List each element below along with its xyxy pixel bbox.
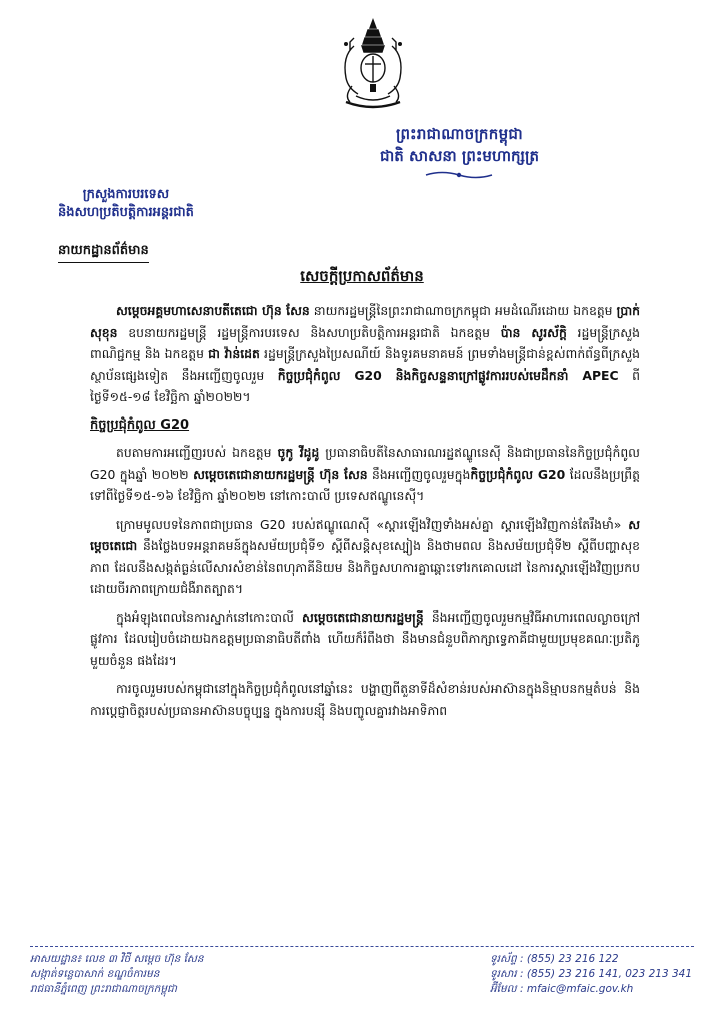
bold-text: ប្រាក់ សុខុន <box>90 303 640 340</box>
kingdom-heading <box>380 124 539 180</box>
address-line-2: សង្កាត់ទន្លេបាសាក់ ខណ្ឌចំការមន <box>30 968 160 980</box>
footer-divider <box>30 946 694 947</box>
bold-text: ចូកូ វីដូដូ <box>277 445 320 460</box>
bold-text: កិច្ចប្រជុំកំពូល G20 <box>470 466 566 482</box>
paragraph-2 <box>90 442 640 507</box>
address-line-1: អាសយដ្ឋាន៖ លេខ ៣ វិថី សម្តេច ហ៊ុន សែន <box>30 953 204 965</box>
bold-text: ជា វ៉ាន់ដេត <box>208 346 260 361</box>
royal-coat-of-arms-emblem <box>332 16 414 116</box>
department-name: នាយកដ្ឋានព័ត៌មាន <box>58 242 149 263</box>
kingdom-name: ព្រះរាជាណាចក្រកម្ពុជា <box>395 125 523 143</box>
text: ប្រធានាធិបតីនៃសាធារណរដ្ឋឥណ្ឌូនេស៊ី និងជាប្រធាននៃកិច្ចប្រជុំកំពូល G20 ក្នុងឆ្នាំ ២០២២ <box>90 445 640 482</box>
press-release-body <box>90 300 640 728</box>
text: រដ្ឋមន្ត្រីក្រសួងពាណិជ្ជកម្ម និង ឯកឧត្តម <box>90 324 640 361</box>
bold-text: ប៉ាន សូរស័ក្តិ <box>500 324 567 340</box>
address-line-3: រាជធានីភ្នំពេញ ព្រះរាជាណាចក្រកម្ពុជា <box>30 983 177 995</box>
ornament-divider-icon <box>424 170 494 180</box>
bold-text: សម្តេចតេជោនាយករដ្ឋមន្ត្រី ហ៊ុន សែន <box>193 466 368 482</box>
paragraph-5 <box>90 678 640 721</box>
footer-contact <box>490 952 692 997</box>
document-title-wrap <box>0 266 724 289</box>
ministry-heading <box>58 186 194 222</box>
text: នឹងអញ្ជើញចូលរួមកម្មវិធីអាហារពេលល្ងាចក្រៅផ្លូវការ ដែលរៀបចំដោយឯកឧត្តមប្រធានាធិបតីពាំង ហើយក៏រំពឹងថា នឹងមានជំនួបពិភាក្សាទ្វេភាគីជាមួយប្រមុខគណៈប្រតិភូមួយចំនួន ផងដែរ។ <box>90 609 641 668</box>
ministry-name-line2: និងសហប្រតិបត្តិការអន្តរជាតិ <box>58 205 194 220</box>
paragraph-4 <box>90 607 640 672</box>
phone-number: ទូរស័ព្ទ : (855) 23 216 122 <box>490 953 619 965</box>
text: ការចូលរួមរបស់កម្ពុជានៅក្នុងកិច្ចប្រជុំកំពូលនៅឆ្នាំនេះ បង្ហាញពីតួនាទីដ៏សំខាន់របស់អាស៊ានក្នុងនិម្មាបនកម្មតំបន់ និងការប្តេជ្ញាចិត្តរបស់ប្រធានអាស៊ានបច្ចុប្បន្ន ក្នុងការបន្ស៊ី និងបញ្ចូលគ្នារវាងអាទិភាព <box>90 681 640 718</box>
kingdom-motto: ជាតិ សាសនា ព្រះមហាក្សត្រ <box>380 147 539 165</box>
bold-text: សម្តេចតេជោនាយករដ្ឋមន្ត្រី <box>302 609 424 625</box>
text: រដ្ឋមន្ត្រីក្រសួងប្រៃសណីយ៍ និងទូរគមនាគមន៍ ព្រមទាំងមន្ត្រីជាន់ខ្ពស់ពាក់ព័ន្ធពីក្រសួងស្ថាប័នផ្សេងទៀត នឹងអញ្ជើញចូលរួម <box>90 346 640 383</box>
footer-address <box>30 952 204 997</box>
text: ពីថ្ងៃទី១៥-១៨ ខែវិច្ឆិកា ឆ្នាំ២០២២។ <box>90 367 640 404</box>
paragraph-3 <box>90 514 640 600</box>
text: នឹងថ្លែងបទអន្តរាគមន៍ក្នុងសម័យប្រជុំទី១ ស្តីពីសន្តិសុខស្បៀង និងថាមពល និងសម័យប្រជុំទី២ ស្តីពីបញ្ហាសុខភាព ដែលនឹងសង្កត់ធ្ងន់លើសារសំខាន់នៃពហុភាគីនិយម និងកិច្ចសហការគ្នាឆ្ពោះទៅរកគោលដៅ នៃការស្តារឡើងវិញប្រកបដោយចីរភាពក្រោយជំងឺរាតត្បាត។ <box>90 538 640 596</box>
ministry-name-line1: ក្រសួងការបរទេស <box>82 187 170 202</box>
text: តបតាមការអញ្ជើញរបស់ ឯកឧត្តម <box>116 445 278 460</box>
fax-number: ទូរសារ : (855) 23 216 141, 023 213 341 <box>490 968 693 980</box>
bold-text: កិច្ចប្រជុំកំពូល G20 និងកិច្ចសន្ទនាក្រៅផ្លូវការរបស់មេដឹកនាំ APEC <box>277 367 619 383</box>
section-heading-g20: កិច្ចប្រជុំកំពូល G20 <box>90 417 190 433</box>
paragraph-1 <box>90 300 640 408</box>
text: ឧបនាយករដ្ឋមន្ត្រី រដ្ឋមន្ត្រីការបរទេស និងសហប្រតិបត្តិការអន្តរជាតិ ឯកឧត្តម <box>117 324 501 340</box>
text: នាយករដ្ឋមន្ត្រីនៃព្រះរាជាណាចក្រកម្ពុជា អមដំណើរដោយ ឯកឧត្តម <box>309 303 617 318</box>
text: ក្រោមមូលបទនៃភាពជាប្រធាន G20 របស់ឥណ្ឌូណេស៊ី «ស្តារឡើងវិញទាំងអស់គ្នា ស្តារឡើងវិញកាន់តែរឹងមាំ» <box>116 516 629 532</box>
email-address: អ៊ីមែល : mfaic@mfaic.gov.kh <box>490 983 634 995</box>
text: ដែលនឹងប្រព្រឹត្តទៅពីថ្ងៃទី១៥-១៦ ខែវិច្ឆិកា ឆ្នាំ២០២២ នៅកោះបាលី ប្រទេសឥណ្ឌូនេស៊ី។ <box>90 466 640 503</box>
bold-text: សម្តេចតេជោ <box>90 516 640 553</box>
bold-text: សម្តេចអគ្គមហាសេនាបតីតេជោ ហ៊ុន សែន <box>116 303 310 318</box>
document-title: សេចក្តីប្រកាសព័ត៌មាន <box>300 267 424 285</box>
text: នឹងអញ្ជើញចូលរួមក្នុង <box>367 466 471 482</box>
text: ក្នុងអំឡុងពេលនៃការស្នាក់នៅកោះបាលី <box>116 609 303 625</box>
